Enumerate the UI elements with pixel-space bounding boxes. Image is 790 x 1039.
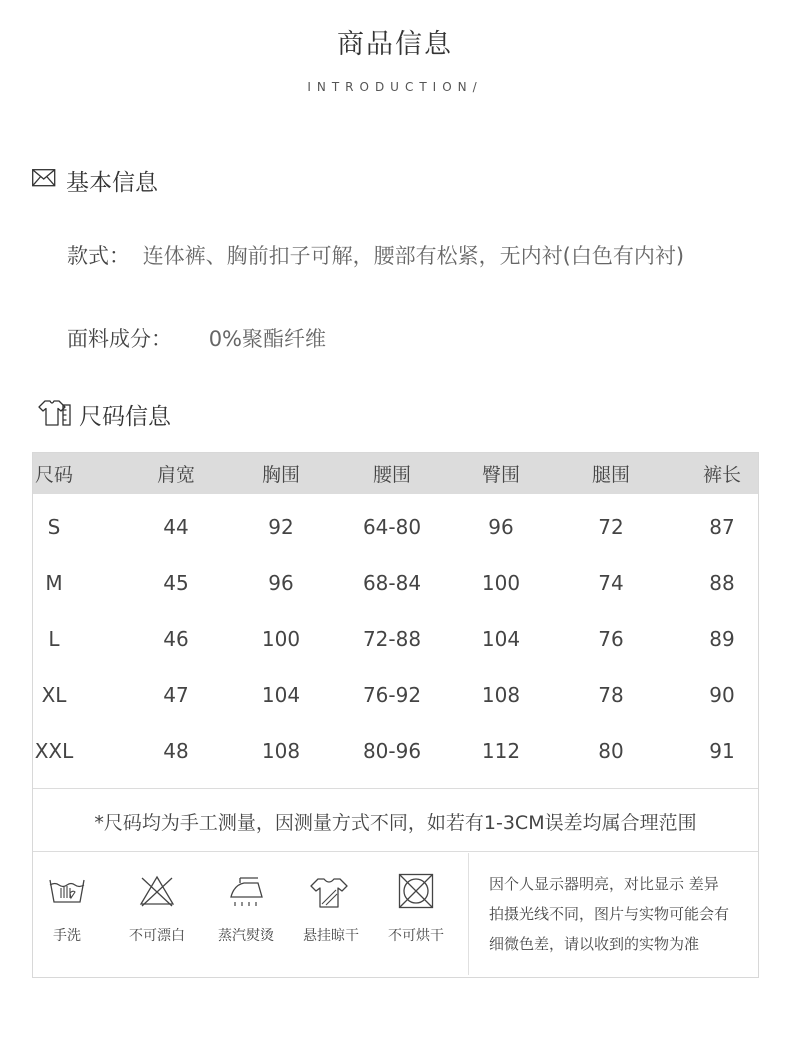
length-cell: 90 <box>709 683 735 707</box>
column-header: 尺码 <box>34 464 73 486</box>
waist-cell: 76-92 <box>362 683 422 707</box>
style-value: 连体裤、胸前扣子可解，腰部有松紧，无内衬(白色有内衬) <box>142 244 685 268</box>
disclaimer-line: 细微色差，请以收到的实物为准 <box>489 935 700 953</box>
hip-cell: 96 <box>488 515 514 539</box>
size-cell: L <box>48 627 60 651</box>
thigh-cell: 78 <box>598 683 624 707</box>
chest-cell: 96 <box>268 571 294 595</box>
basic-info-heading: 基本信息 <box>66 170 158 196</box>
size-cell: XL <box>41 683 67 707</box>
hip-cell: 100 <box>481 571 521 595</box>
length-cell: 89 <box>709 627 735 651</box>
size-table <box>32 452 759 978</box>
page-subtitle: INTRODUCTION/ <box>307 80 483 94</box>
length-cell: 88 <box>709 571 735 595</box>
waist-cell: 80-96 <box>362 739 422 763</box>
thigh-cell: 80 <box>598 739 624 763</box>
fabric-value: 0%聚酯纤维 <box>208 327 327 351</box>
chest-cell: 100 <box>261 627 301 651</box>
column-header: 裤长 <box>702 464 741 486</box>
no-bleach-icon <box>139 875 175 907</box>
thigh-cell: 74 <box>598 571 624 595</box>
care-label-hand-wash: 手洗 <box>53 928 81 944</box>
chest-cell: 108 <box>261 739 301 763</box>
waist-cell: 72-88 <box>362 627 422 651</box>
disclaimer-line: 因个人显示器明亮，对比显示 差异 <box>489 875 719 893</box>
page-title: 商品信息 <box>337 29 453 60</box>
fabric-info <box>67 323 326 353</box>
care-label-no-bleach: 不可漂白 <box>129 928 185 944</box>
divider <box>33 788 758 789</box>
table-header-row <box>33 453 758 494</box>
chest-cell: 92 <box>268 515 294 539</box>
length-cell: 91 <box>709 739 735 763</box>
tshirt-ruler-icon <box>37 399 73 427</box>
hip-cell: 108 <box>481 683 521 707</box>
divider <box>468 853 469 975</box>
column-header: 胸围 <box>261 464 300 486</box>
shoulder-cell: 46 <box>163 627 189 651</box>
hand-wash-icon <box>49 876 85 906</box>
envelope-icon <box>32 169 56 187</box>
length-cell: 87 <box>709 515 735 539</box>
waist-cell: 64-80 <box>362 515 422 539</box>
waist-cell: 68-84 <box>362 571 422 595</box>
column-header: 肩宽 <box>156 464 195 486</box>
size-cell: M <box>45 571 63 595</box>
size-note: *尺码均为手工测量，因测量方式不同，如若有1-3CM误差均属合理范围 <box>94 812 697 834</box>
column-header: 腰围 <box>372 464 411 486</box>
size-cell: S <box>47 515 61 539</box>
chest-cell: 104 <box>261 683 301 707</box>
divider <box>33 851 758 852</box>
steam-iron-icon <box>228 875 264 909</box>
shoulder-cell: 44 <box>163 515 189 539</box>
style-info <box>67 240 684 270</box>
shoulder-cell: 48 <box>163 739 189 763</box>
column-header: 臀围 <box>481 464 520 486</box>
thigh-cell: 76 <box>598 627 624 651</box>
hip-cell: 112 <box>481 739 521 763</box>
size-cell: XXL <box>34 739 74 763</box>
fabric-label: 面料成分： <box>67 327 172 351</box>
shoulder-cell: 47 <box>163 683 189 707</box>
disclaimer-line: 拍摄光线不同，图片与实物可能会有 <box>489 905 730 923</box>
size-info-heading: 尺码信息 <box>79 404 171 430</box>
hang-dry-icon <box>309 877 349 909</box>
care-label-no-tumble-dry: 不可烘干 <box>388 928 444 944</box>
style-label: 款式： <box>67 244 130 268</box>
care-label-hang-dry: 悬挂晾干 <box>303 928 359 944</box>
care-label-steam-iron: 蒸汽熨烫 <box>218 928 274 944</box>
hip-cell: 104 <box>481 627 521 651</box>
thigh-cell: 72 <box>598 515 624 539</box>
shoulder-cell: 45 <box>163 571 189 595</box>
no-tumble-dry-icon <box>398 873 434 909</box>
column-header: 腿围 <box>591 464 630 486</box>
